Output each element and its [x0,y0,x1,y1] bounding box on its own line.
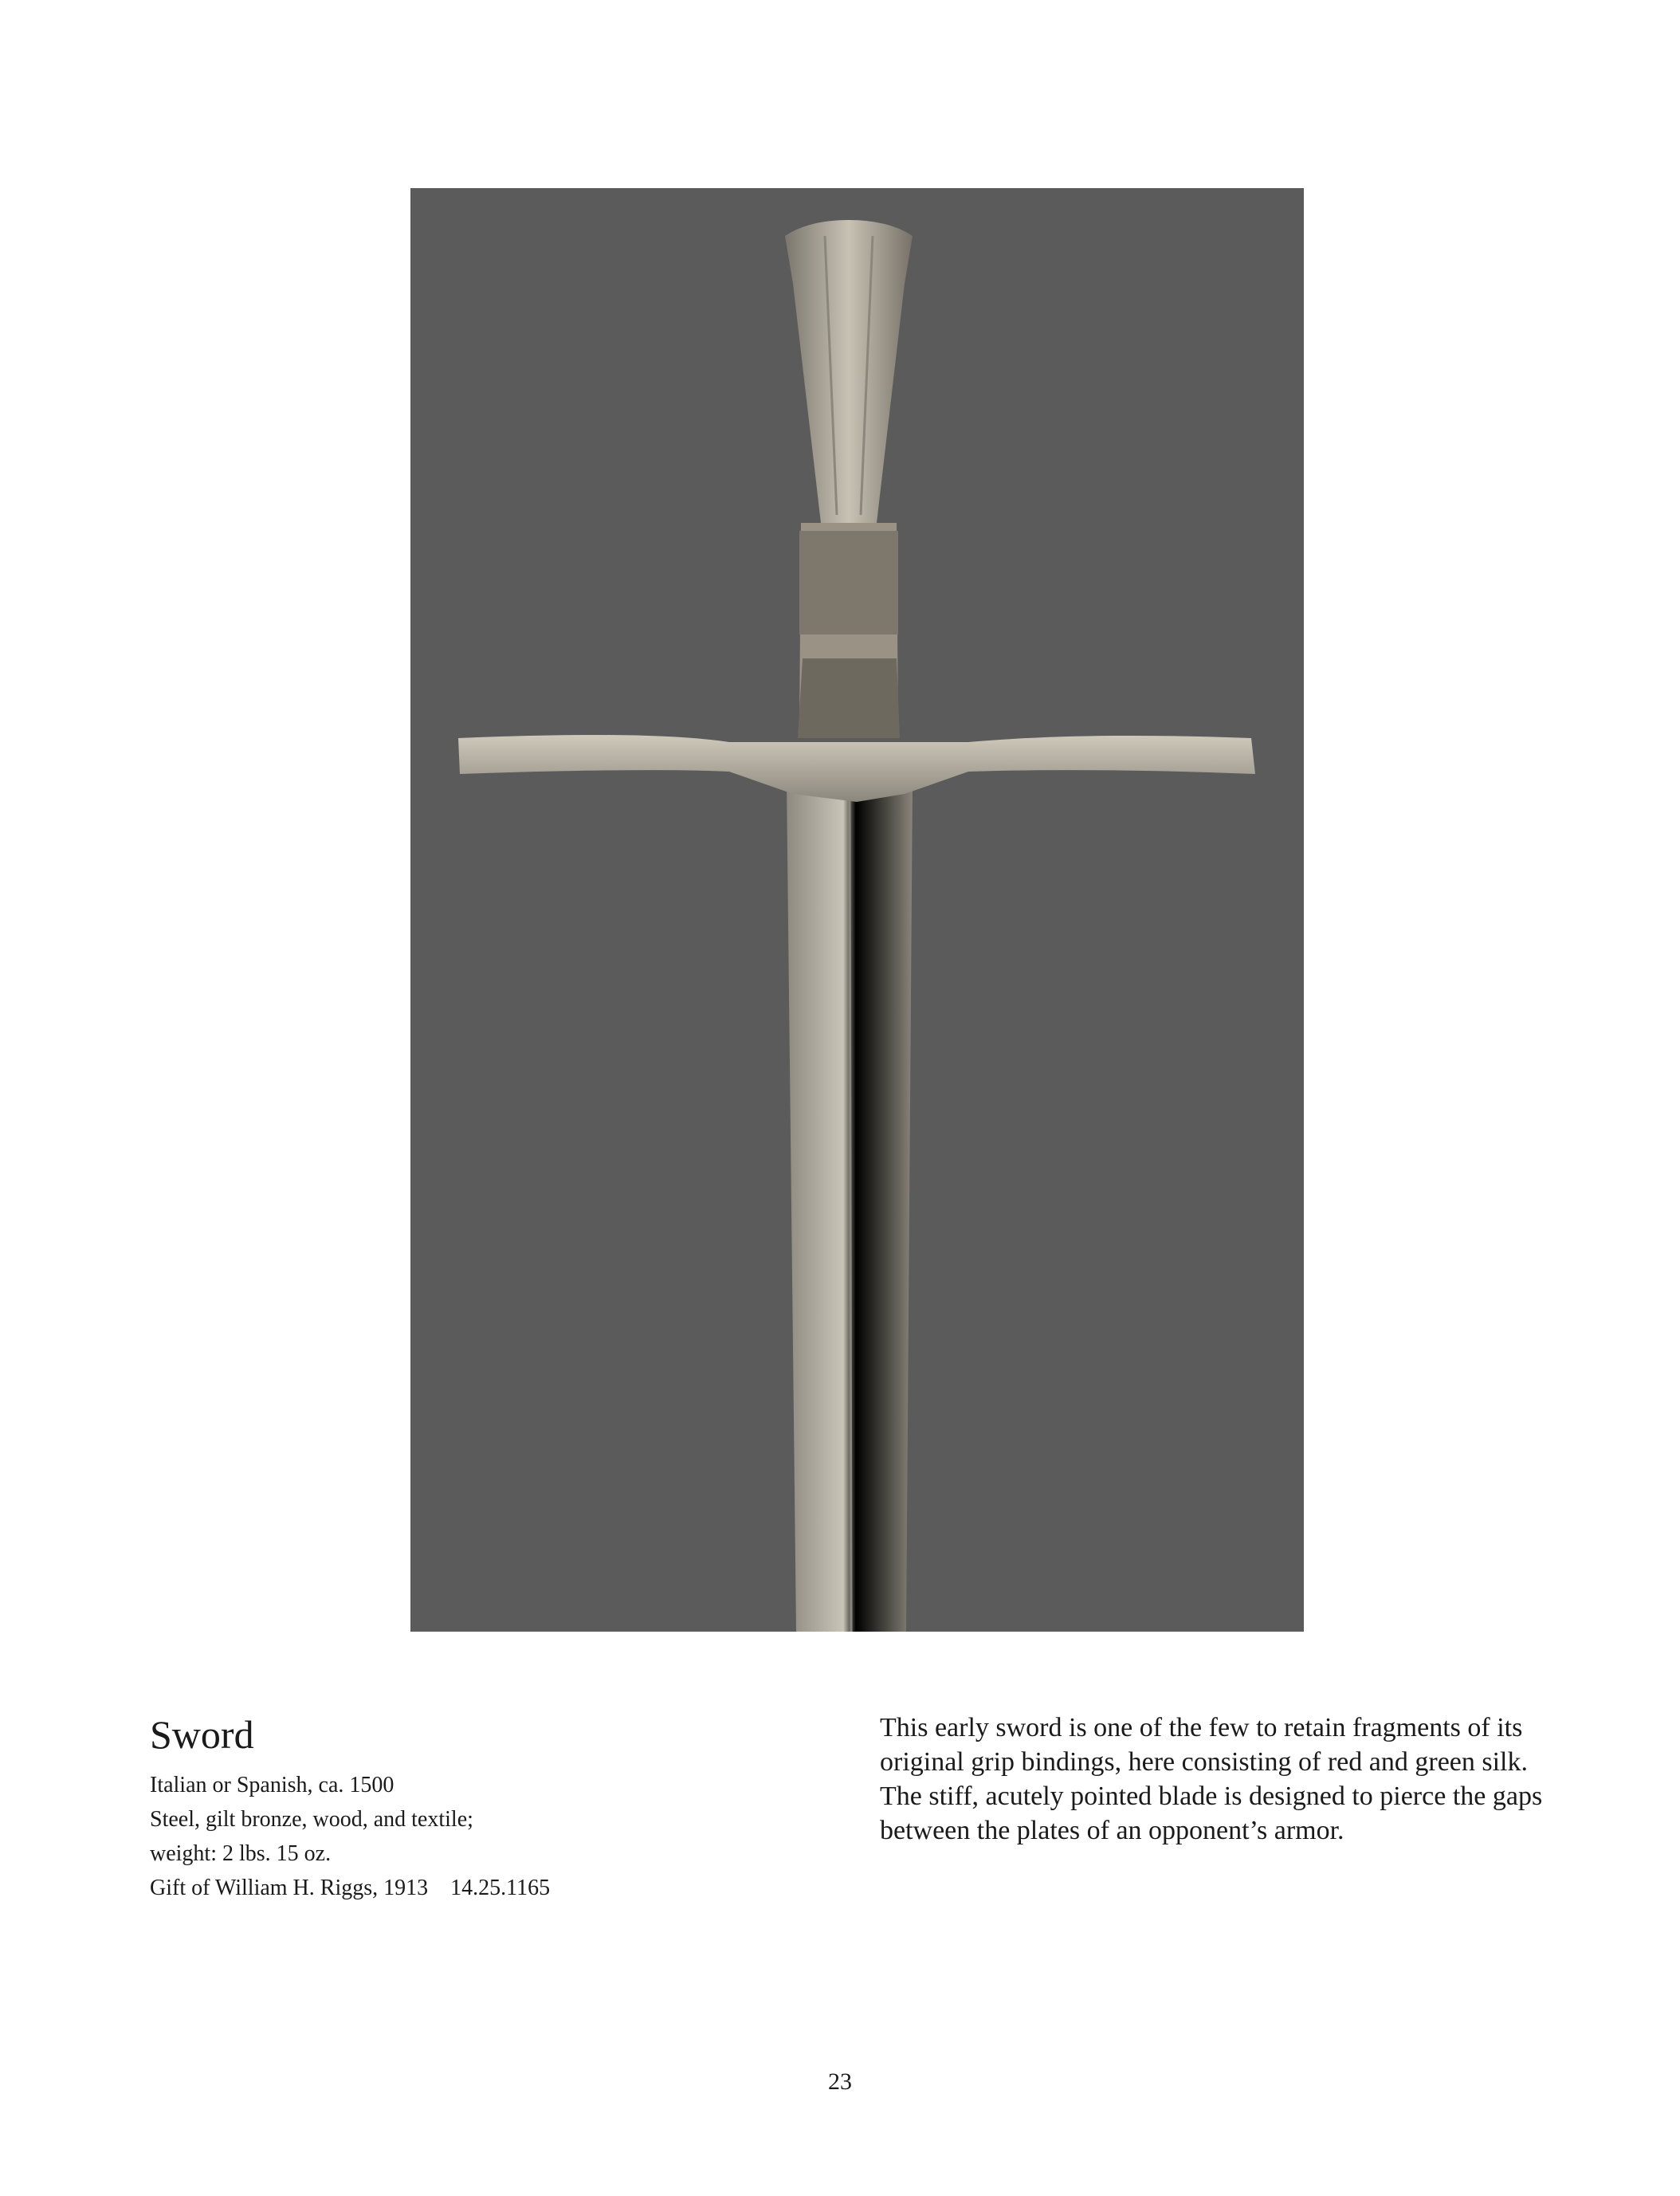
page-number: 23 [828,2068,852,2095]
sword-illustration [410,188,1304,1632]
object-caption [150,1711,787,1905]
object-origin: Italian or Spanish, ca. 1500 [150,1773,394,1797]
object-description: This early sword is one of the few to retain fragments of its original grip bindings, here consisting of red and green silk. The stiff, acutely pointed blade is designed to pierce the gaps between the plates of an opponent’s armor. [880,1713,1543,1845]
object-materials: Steel, gilt bronze, wood, and textile; [150,1807,473,1832]
object-credit: Gift of William H. Riggs, 1913 [150,1876,429,1900]
object-title: Sword [150,1712,254,1757]
sword-photograph [410,188,1304,1632]
object-credit-line [150,1871,787,1905]
object-accession-number: 14.25.1165 [450,1876,551,1900]
object-weight: weight: 2 lbs. 15 oz. [150,1841,332,1866]
